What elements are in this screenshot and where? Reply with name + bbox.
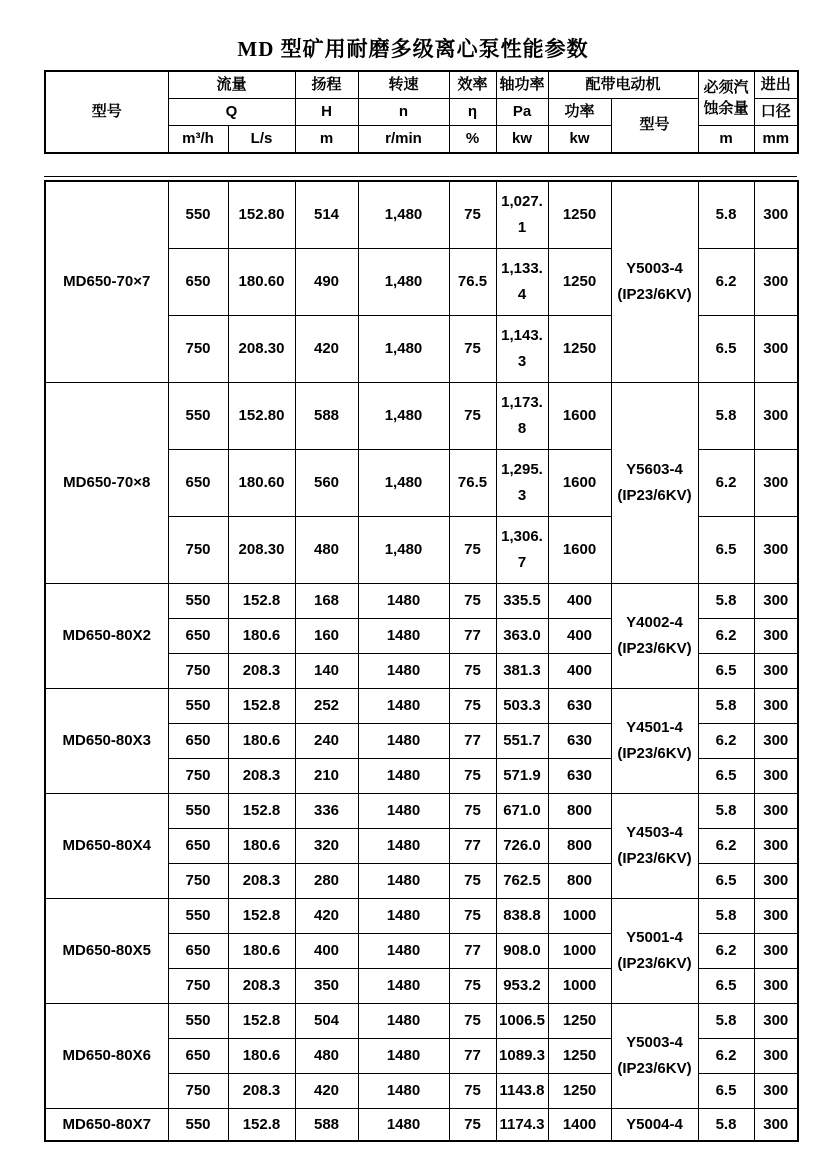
motor-model-text: Y5003-4 [626, 1034, 683, 1051]
cell-speed: 1480 [358, 933, 449, 968]
cell-efficiency: 75 [449, 758, 496, 793]
col-header-motor: 配带电动机 [548, 71, 698, 99]
cell-motor-power: 1400 [548, 1108, 611, 1141]
cell-shaft-power: 1143.8 [496, 1073, 548, 1108]
cell-flow-ls: 208.3 [228, 863, 295, 898]
cell-flow-m3h: 550 [168, 688, 228, 723]
cell-motor-power: 400 [548, 618, 611, 653]
cell-head: 240 [295, 723, 358, 758]
spec-table-header [44, 70, 799, 154]
cell-shaft-power: 1089.3 [496, 1038, 548, 1073]
cell-motor-power: 400 [548, 583, 611, 618]
cell-diameter: 300 [754, 968, 798, 1003]
cell-efficiency: 75 [449, 898, 496, 933]
cell-flow-ls: 180.60 [228, 449, 295, 516]
cell-npsh: 6.5 [698, 516, 754, 583]
cell-head: 504 [295, 1003, 358, 1038]
cell-efficiency: 75 [449, 793, 496, 828]
cell-motor-power: 1600 [548, 382, 611, 449]
cell-efficiency: 77 [449, 933, 496, 968]
cell-efficiency: 75 [449, 653, 496, 688]
cell-head: 160 [295, 618, 358, 653]
cell-motor-model [611, 1108, 698, 1141]
cell-flow-m3h: 650 [168, 723, 228, 758]
cell-shaft-power: 1,295.3 [496, 449, 548, 516]
cell-efficiency: 75 [449, 516, 496, 583]
cell-flow-ls: 180.6 [228, 828, 295, 863]
cell-head: 280 [295, 863, 358, 898]
cell-efficiency: 75 [449, 315, 496, 382]
cell-flow-ls: 208.30 [228, 516, 295, 583]
cell-flow-ls: 180.6 [228, 1038, 295, 1073]
motor-spec-text: (IP23/6KV) [617, 285, 692, 303]
cell-efficiency: 76.5 [449, 449, 496, 516]
cell-flow-m3h: 650 [168, 933, 228, 968]
cell-efficiency: 75 [449, 1108, 496, 1141]
motor-spec-text: (IP23/6KV) [617, 639, 692, 657]
cell-pump-model: MD650-80X3 [45, 688, 168, 793]
cell-shaft-power: 838.8 [496, 898, 548, 933]
cell-efficiency: 77 [449, 723, 496, 758]
cell-speed: 1480 [358, 1038, 449, 1073]
cell-shaft-power: 1,027.1 [496, 181, 548, 248]
cell-speed: 1480 [358, 793, 449, 828]
cell-npsh: 5.8 [698, 793, 754, 828]
cell-motor-power: 1000 [548, 933, 611, 968]
cell-speed: 1480 [358, 758, 449, 793]
cell-diameter: 300 [754, 583, 798, 618]
cell-flow-ls: 208.3 [228, 653, 295, 688]
cell-flow-ls: 180.6 [228, 723, 295, 758]
cell-npsh: 6.2 [698, 449, 754, 516]
motor-model-text: Y5004-4 [626, 1115, 683, 1133]
cell-npsh: 5.8 [698, 1003, 754, 1038]
cell-efficiency: 75 [449, 181, 496, 248]
cell-speed: 1,480 [358, 382, 449, 449]
cell-head: 560 [295, 449, 358, 516]
cell-npsh: 5.8 [698, 1108, 754, 1141]
cell-head: 480 [295, 516, 358, 583]
cell-shaft-power: 1,143.3 [496, 315, 548, 382]
cell-efficiency: 75 [449, 968, 496, 1003]
cell-speed: 1480 [358, 863, 449, 898]
cell-diameter: 300 [754, 449, 798, 516]
table-row [45, 1003, 798, 1038]
cell-shaft-power: 953.2 [496, 968, 548, 1003]
col-header-flow: 流量 [168, 71, 295, 99]
cell-speed: 1,480 [358, 315, 449, 382]
motor-model-text: Y5603-4 [626, 461, 683, 478]
cell-diameter: 300 [754, 828, 798, 863]
cell-npsh: 5.8 [698, 583, 754, 618]
cell-motor-power: 1000 [548, 968, 611, 1003]
cell-pump-model: MD650-80X2 [45, 583, 168, 688]
cell-shaft-power: 1,133.4 [496, 248, 548, 315]
motor-model-text: Y5003-4 [626, 260, 683, 278]
cell-speed: 1480 [358, 688, 449, 723]
cell-head: 514 [295, 181, 358, 248]
cell-head: 320 [295, 828, 358, 863]
cell-efficiency: 75 [449, 863, 496, 898]
cell-flow-m3h: 750 [168, 653, 228, 688]
cell-flow-m3h: 650 [168, 618, 228, 653]
cell-shaft-power: 726.0 [496, 828, 548, 863]
cell-shaft-power: 1,173.8 [496, 382, 548, 449]
cell-motor-power: 1250 [548, 1003, 611, 1038]
table-row [45, 898, 798, 933]
cell-head: 588 [295, 382, 358, 449]
cell-flow-m3h: 550 [168, 898, 228, 933]
table-row [45, 688, 798, 723]
unit-speed: r/min [358, 126, 449, 154]
unit-shaft-power: kw [496, 126, 548, 154]
cell-flow-ls: 180.6 [228, 618, 295, 653]
cell-motor-power: 800 [548, 828, 611, 863]
cell-diameter: 300 [754, 723, 798, 758]
spec-table-rows [45, 181, 798, 1141]
cell-flow-ls: 208.30 [228, 315, 295, 382]
motor-model-text: Y4501-4 [626, 719, 683, 736]
cell-speed: 1480 [358, 1003, 449, 1038]
col-header-efficiency-symbol: η [449, 99, 496, 126]
cell-efficiency: 77 [449, 828, 496, 863]
cell-npsh: 6.5 [698, 315, 754, 382]
cell-motor-model [611, 793, 698, 898]
cell-head: 420 [295, 1073, 358, 1108]
cell-motor-model [611, 181, 698, 382]
table-row [45, 793, 798, 828]
cell-diameter: 300 [754, 1108, 798, 1141]
cell-flow-m3h: 650 [168, 828, 228, 863]
cell-head: 252 [295, 688, 358, 723]
col-header-diameter-line1: 进出 [754, 71, 798, 99]
cell-npsh: 6.2 [698, 933, 754, 968]
cell-motor-power: 1250 [548, 1038, 611, 1073]
spec-table-body [44, 180, 799, 1142]
motor-spec-text: (IP23/6KV) [617, 744, 692, 762]
cell-speed: 1480 [358, 1108, 449, 1141]
cell-speed: 1,480 [358, 449, 449, 516]
cell-npsh: 5.8 [698, 382, 754, 449]
cell-head: 420 [295, 315, 358, 382]
cell-head: 336 [295, 793, 358, 828]
cell-flow-ls: 152.8 [228, 898, 295, 933]
cell-flow-ls: 208.3 [228, 758, 295, 793]
cell-flow-ls: 152.80 [228, 382, 295, 449]
cell-diameter: 300 [754, 933, 798, 968]
cell-diameter: 300 [754, 1038, 798, 1073]
cell-flow-m3h: 750 [168, 1073, 228, 1108]
cell-shaft-power: 335.5 [496, 583, 548, 618]
cell-npsh: 6.2 [698, 1038, 754, 1073]
unit-flow-m3h: m³/h [168, 126, 228, 154]
cell-npsh: 6.2 [698, 618, 754, 653]
cell-npsh: 6.5 [698, 758, 754, 793]
table-row [45, 583, 798, 618]
cell-head: 350 [295, 968, 358, 1003]
cell-pump-model: MD650-70×8 [45, 382, 168, 583]
cell-speed: 1480 [358, 583, 449, 618]
cell-motor-power: 1250 [548, 248, 611, 315]
motor-spec-text: (IP23/6KV) [617, 954, 692, 972]
cell-head: 168 [295, 583, 358, 618]
cell-speed: 1480 [358, 828, 449, 863]
col-header-motor-model: 型号 [611, 99, 698, 154]
cell-npsh: 5.8 [698, 181, 754, 248]
cell-flow-ls: 180.60 [228, 248, 295, 315]
cell-head: 140 [295, 653, 358, 688]
col-header-head: 扬程 [295, 71, 358, 99]
cell-pump-model: MD650-80X7 [45, 1108, 168, 1141]
col-header-npsh: 必须汽蚀余量 [698, 71, 754, 126]
col-header-speed: 转速 [358, 71, 449, 99]
cell-efficiency: 75 [449, 382, 496, 449]
cell-motor-power: 1600 [548, 449, 611, 516]
cell-efficiency: 77 [449, 618, 496, 653]
cell-motor-model [611, 688, 698, 793]
cell-diameter: 300 [754, 758, 798, 793]
table-row [45, 382, 798, 449]
cell-npsh: 6.5 [698, 653, 754, 688]
cell-efficiency: 75 [449, 688, 496, 723]
cell-head: 210 [295, 758, 358, 793]
cell-diameter: 300 [754, 1003, 798, 1038]
cell-diameter: 300 [754, 516, 798, 583]
cell-shaft-power: 1,306.7 [496, 516, 548, 583]
cell-npsh: 6.5 [698, 863, 754, 898]
cell-npsh: 6.2 [698, 248, 754, 315]
cell-flow-m3h: 550 [168, 1003, 228, 1038]
cell-head: 400 [295, 933, 358, 968]
unit-efficiency: % [449, 126, 496, 154]
cell-head: 588 [295, 1108, 358, 1141]
cell-flow-ls: 208.3 [228, 968, 295, 1003]
col-header-flow-symbol: Q [168, 99, 295, 126]
cell-speed: 1480 [358, 968, 449, 1003]
unit-motor-power: kw [548, 126, 611, 154]
cell-speed: 1480 [358, 618, 449, 653]
cell-motor-power: 1600 [548, 516, 611, 583]
col-header-motor-power: 功率 [548, 99, 611, 126]
cell-npsh: 6.5 [698, 1073, 754, 1108]
cell-speed: 1480 [358, 653, 449, 688]
cell-npsh: 6.2 [698, 723, 754, 758]
cell-flow-m3h: 750 [168, 863, 228, 898]
cell-speed: 1480 [358, 1073, 449, 1108]
cell-flow-m3h: 650 [168, 449, 228, 516]
cell-efficiency: 76.5 [449, 248, 496, 315]
table-row [45, 181, 798, 248]
cell-head: 480 [295, 1038, 358, 1073]
col-header-pump-model: 型号 [45, 71, 168, 153]
cell-speed: 1,480 [358, 248, 449, 315]
cell-flow-m3h: 650 [168, 248, 228, 315]
table-row [45, 1108, 798, 1141]
motor-model-text: Y4503-4 [626, 824, 683, 841]
unit-head: m [295, 126, 358, 154]
cell-diameter: 300 [754, 618, 798, 653]
cell-flow-m3h: 550 [168, 181, 228, 248]
cell-flow-ls: 152.8 [228, 1003, 295, 1038]
motor-spec-text: (IP23/6KV) [617, 849, 692, 867]
spec-table-body-wrapper [44, 176, 797, 1142]
cell-flow-m3h: 550 [168, 1108, 228, 1141]
cell-speed: 1480 [358, 898, 449, 933]
cell-motor-model [611, 898, 698, 1003]
cell-head: 490 [295, 248, 358, 315]
cell-flow-m3h: 650 [168, 1038, 228, 1073]
page-title: MD 型矿用耐磨多级离心泵性能参数 [237, 37, 589, 61]
cell-motor-power: 1250 [548, 181, 611, 248]
unit-flow-ls: L/s [228, 126, 295, 154]
unit-npsh: m [698, 126, 754, 154]
cell-diameter: 300 [754, 181, 798, 248]
cell-shaft-power: 908.0 [496, 933, 548, 968]
cell-pump-model: MD650-80X6 [45, 1003, 168, 1108]
motor-model-text: Y4002-4 [626, 614, 683, 631]
cell-diameter: 300 [754, 793, 798, 828]
cell-shaft-power: 551.7 [496, 723, 548, 758]
cell-efficiency: 75 [449, 1073, 496, 1108]
cell-motor-power: 1250 [548, 315, 611, 382]
cell-speed: 1480 [358, 723, 449, 758]
cell-motor-model [611, 1003, 698, 1108]
cell-flow-ls: 152.8 [228, 688, 295, 723]
cell-npsh: 6.2 [698, 828, 754, 863]
cell-shaft-power: 381.3 [496, 653, 548, 688]
cell-shaft-power: 671.0 [496, 793, 548, 828]
cell-npsh: 5.8 [698, 898, 754, 933]
cell-shaft-power: 503.3 [496, 688, 548, 723]
cell-shaft-power: 363.0 [496, 618, 548, 653]
cell-motor-model [611, 583, 698, 688]
motor-spec-text: (IP23/6KV) [617, 1059, 692, 1077]
cell-diameter: 300 [754, 248, 798, 315]
cell-motor-power: 400 [548, 653, 611, 688]
col-header-speed-symbol: n [358, 99, 449, 126]
cell-flow-m3h: 750 [168, 968, 228, 1003]
cell-shaft-power: 1174.3 [496, 1108, 548, 1141]
cell-shaft-power: 571.9 [496, 758, 548, 793]
cell-efficiency: 75 [449, 1003, 496, 1038]
cell-motor-power: 1250 [548, 1073, 611, 1108]
cell-flow-ls: 152.8 [228, 583, 295, 618]
cell-shaft-power: 1006.5 [496, 1003, 548, 1038]
cell-motor-model [611, 382, 698, 583]
cell-motor-power: 630 [548, 723, 611, 758]
cell-diameter: 300 [754, 382, 798, 449]
cell-motor-power: 800 [548, 863, 611, 898]
cell-flow-ls: 152.80 [228, 181, 295, 248]
cell-motor-power: 1000 [548, 898, 611, 933]
cell-diameter: 300 [754, 653, 798, 688]
col-header-shaft-power: 轴功率 [496, 71, 548, 99]
cell-npsh: 6.5 [698, 968, 754, 1003]
cell-motor-power: 630 [548, 688, 611, 723]
cell-head: 420 [295, 898, 358, 933]
cell-flow-ls: 152.8 [228, 793, 295, 828]
cell-diameter: 300 [754, 1073, 798, 1108]
cell-diameter: 300 [754, 315, 798, 382]
cell-motor-power: 630 [548, 758, 611, 793]
col-header-shaft-power-symbol: Pa [496, 99, 548, 126]
cell-speed: 1,480 [358, 181, 449, 248]
cell-flow-m3h: 550 [168, 793, 228, 828]
cell-efficiency: 75 [449, 583, 496, 618]
cell-flow-ls: 208.3 [228, 1073, 295, 1108]
cell-diameter: 300 [754, 688, 798, 723]
cell-speed: 1,480 [358, 516, 449, 583]
cell-diameter: 300 [754, 863, 798, 898]
col-header-head-symbol: H [295, 99, 358, 126]
cell-pump-model: MD650-70×7 [45, 181, 168, 382]
cell-flow-m3h: 750 [168, 315, 228, 382]
cell-motor-power: 800 [548, 793, 611, 828]
col-header-efficiency: 效率 [449, 71, 496, 99]
cell-flow-ls: 152.8 [228, 1108, 295, 1141]
cell-diameter: 300 [754, 898, 798, 933]
cell-flow-ls: 180.6 [228, 933, 295, 968]
motor-model-text: Y5001-4 [626, 929, 683, 946]
cell-flow-m3h: 750 [168, 758, 228, 793]
col-header-diameter-line2: 口径 [754, 99, 798, 126]
unit-diameter: mm [754, 126, 798, 154]
motor-spec-text: (IP23/6KV) [617, 486, 692, 504]
cell-npsh: 5.8 [698, 688, 754, 723]
cell-flow-m3h: 550 [168, 382, 228, 449]
cell-pump-model: MD650-80X4 [45, 793, 168, 898]
cell-flow-m3h: 750 [168, 516, 228, 583]
cell-efficiency: 77 [449, 1038, 496, 1073]
cell-pump-model: MD650-80X5 [45, 898, 168, 1003]
cell-flow-m3h: 550 [168, 583, 228, 618]
cell-shaft-power: 762.5 [496, 863, 548, 898]
